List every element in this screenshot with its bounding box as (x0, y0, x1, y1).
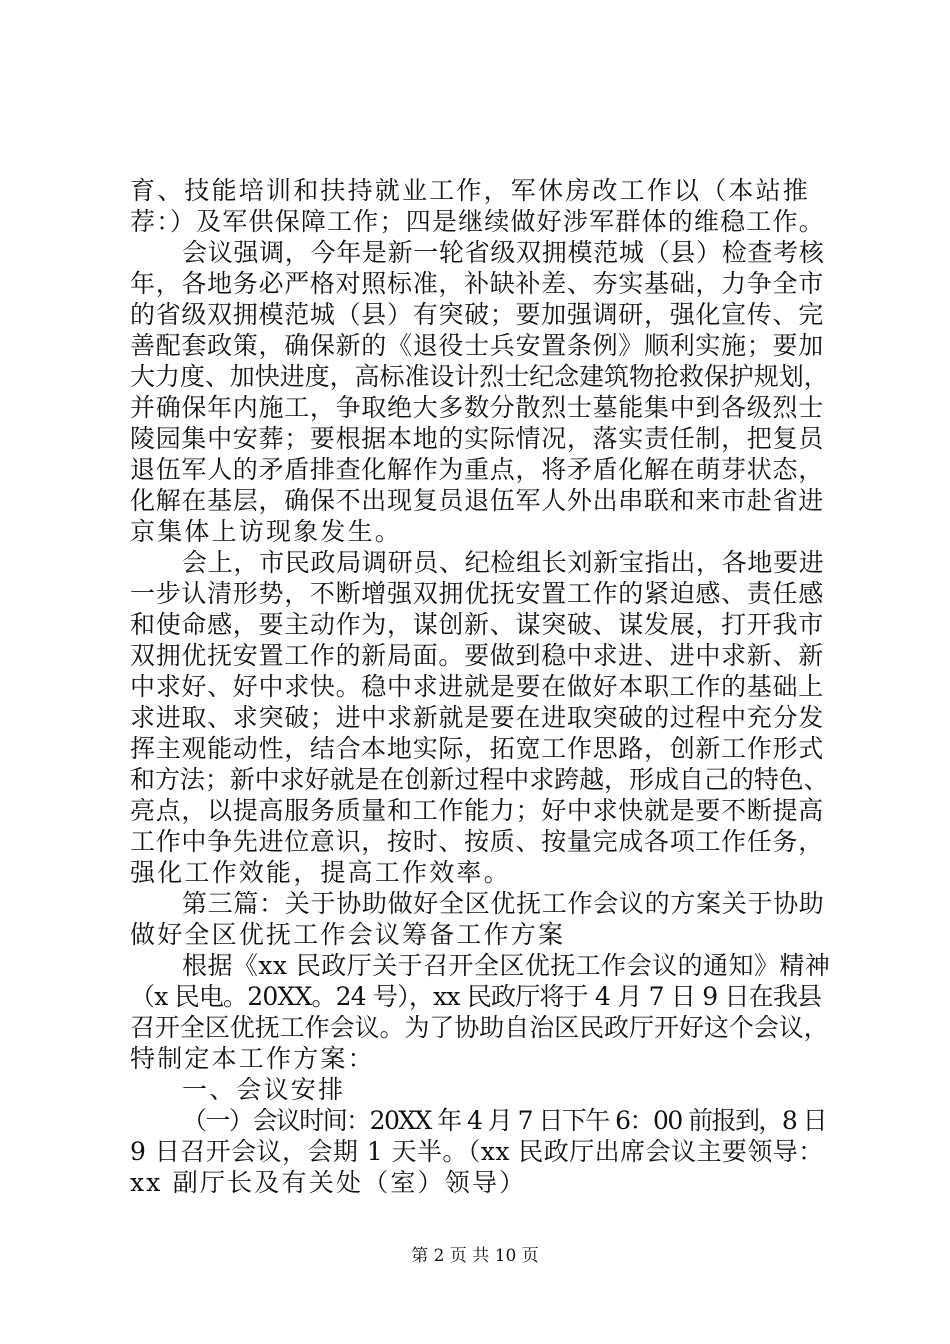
text-line: 双拥优抚安置工作的新局面。要做到稳中求进、进中求新、新 (130, 641, 824, 670)
text-line: 年，各地务必严格对照标准，补缺补差、夯实基础，力争全市 (130, 269, 824, 298)
text-line: 求进取、求突破；进中求新就是要在进取突破的过程中充分发 (130, 703, 824, 732)
text-line: 大力度、加快进度，高标准设计烈士纪念建筑物抢救保护规划， (130, 362, 829, 391)
text-line: （x 民电。20XX。24 号），xx 民政厅将于 4 月 7 日 9 日在我县 (130, 982, 822, 1011)
text-line: 会议强调，今年是新一轮省级双拥模范城（县）检查考核 (182, 238, 825, 267)
text-line: 一步认清形势，不断增强双拥优抚安置工作的紧迫感、责任感 (130, 579, 824, 608)
text-line: 陵园集中安葬；要根据本地的实际情况，落实责任制，把复员 (130, 424, 824, 453)
page-footer: 第 2 页 共 10 页 (411, 1246, 539, 1266)
text-line: 荐：）及军供保障工作；四是继续做好涉军群体的维稳工作。 (130, 207, 825, 236)
text-line: 中求好、好中求快。稳中求进就是要在做好本职工作的基础上 (130, 672, 824, 701)
text-line: 育、技能培训和扶持就业工作，军休房改工作以（本站推 (130, 176, 811, 205)
text-line: 会上，市民政局调研员、纪检组长刘新宝指出，各地要进 (182, 548, 825, 577)
text-line: 挥主观能动性，结合本地实际，拓宽工作思路，创新工作形式 (130, 734, 824, 763)
text-line: 和方法；新中求好就是在创新过程中求跨越，形成自己的特色、 (130, 765, 829, 794)
text-line: 第三篇：关于协助做好全区优抚工作会议的方案关于协助 (182, 889, 825, 918)
text-line: 根据《xx 民政厅关于召开全区优抚工作会议的通知》精神 (182, 951, 831, 980)
text-line: 特制定本工作方案： (130, 1044, 375, 1073)
text-line: 一、会议安排 (182, 1075, 346, 1104)
text-line: 化解在基层，确保不出现复员退伍军人外出串联和来市赴省进 (130, 486, 824, 515)
text-line: 京集体上访现象发生。 (130, 517, 403, 546)
text-line: 亮点，以提高服务质量和工作能力；好中求快就是要不断提高 (130, 796, 824, 825)
text-line: 强化工作效能，提高工作效率。 (130, 858, 511, 887)
text-line: 退伍军人的矛盾排查化解作为重点，将矛盾化解在萌芽状态， (130, 455, 824, 484)
text-line: 并确保年内施工，争取绝大多数分散烈士墓能集中到各级烈士 (130, 393, 824, 422)
text-line: 的省级双拥模范城（县）有突破；要加强调研，强化宣传、完 (130, 300, 824, 329)
text-line: 工作中争先进位意识，按时、按质、按量完成各项工作任务， (130, 827, 824, 856)
text-line: 和使命感，要主动作为，谋创新、谋突破、谋发展，打开我市 (130, 610, 824, 639)
text-line: xx 副厅长及有关处（室）领导） (130, 1168, 527, 1197)
document-body (130, 175, 830, 1198)
text-line: 善配套政策，确保新的《退役士兵安置条例》顺利实施；要加 (130, 331, 824, 360)
text-line: 9 日召开会议，会期 1 天半。（xx 民政厅出席会议主要领导： (130, 1137, 824, 1166)
text-line: （一）会议时间：20XX 年 4 月 7 日下午 6：00 前报到，8 日 (182, 1106, 827, 1135)
text-line: 做好全区优抚工作会议筹备工作方案 (130, 920, 566, 949)
text-line: 召开全区优抚工作会议。为了协助自治区民政厅开好这个会议， (130, 1013, 829, 1042)
